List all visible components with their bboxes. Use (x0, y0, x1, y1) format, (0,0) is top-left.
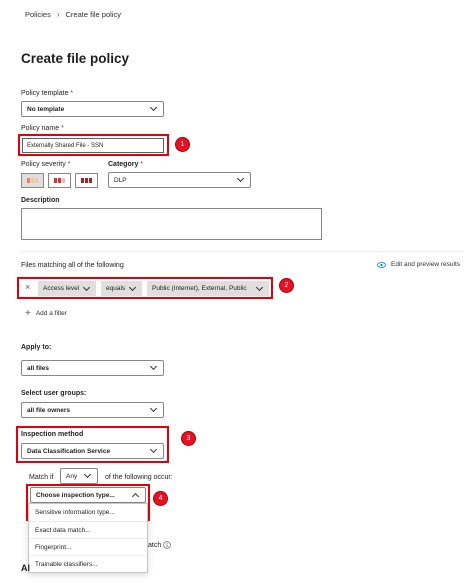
inspection-method-dropdown[interactable] (21, 443, 164, 459)
category-label: Category * (108, 161, 144, 168)
severity-bar-icon (27, 178, 30, 183)
severity-high-button[interactable] (75, 173, 98, 188)
policy-name-label: Policy name * (21, 125, 64, 132)
category-value: DLP (114, 176, 127, 184)
policy-template-value: No template (27, 105, 65, 113)
inspection-type-menu (28, 503, 148, 573)
severity-low-button[interactable] (21, 173, 44, 188)
chevron-down-icon (150, 363, 157, 370)
severity-bar-icon (54, 178, 57, 183)
chevron-down-icon (129, 283, 136, 290)
user-groups-value: all file owners (27, 406, 70, 414)
menu-item-sensitive-info-type[interactable]: Sensitive information type... (35, 509, 115, 516)
following-occur-label: of the following occur: (105, 474, 173, 481)
severity-bar-icon (62, 178, 65, 183)
severity-bar-icon (35, 178, 38, 183)
description-textarea[interactable] (21, 208, 322, 240)
filter-value-text: Public (Internet), External, Public (152, 285, 247, 292)
severity-bar-icon (85, 178, 88, 183)
section-divider (21, 251, 464, 252)
eye-icon (377, 262, 386, 268)
plus-icon: + (25, 308, 31, 319)
match-any-value: Any (66, 472, 78, 480)
category-dropdown[interactable] (108, 172, 251, 188)
add-filter-button[interactable] (25, 308, 67, 319)
policy-name-input[interactable] (22, 138, 164, 153)
hidden-match-text: atch (148, 541, 171, 549)
match-any-dropdown[interactable] (60, 468, 98, 484)
chevron-down-icon (83, 283, 90, 290)
breadcrumb (25, 10, 121, 19)
user-groups-dropdown[interactable] (21, 402, 164, 418)
filter-value-dropdown[interactable] (147, 281, 269, 296)
policy-name-value: Externally Shared File - SSN (27, 142, 104, 149)
edit-preview-label: Edit and preview results (391, 261, 461, 268)
chevron-down-icon (150, 446, 157, 453)
chevron-down-icon (237, 175, 244, 182)
breadcrumb-current: Create file policy (65, 10, 121, 19)
remove-filter-close-icon[interactable]: × (25, 282, 31, 292)
menu-item-exact-data-match[interactable]: Exact data match... (29, 521, 147, 538)
inspection-type-dropdown[interactable] (30, 487, 146, 503)
severity-bar-icon (81, 178, 84, 183)
apply-to-dropdown[interactable] (21, 360, 164, 376)
annotation-badge-4: 4 (153, 491, 168, 506)
user-groups-label: Select user groups: (21, 390, 87, 397)
filter-field-dropdown[interactable] (38, 281, 96, 296)
policy-template-dropdown[interactable] (21, 101, 164, 117)
bottom-section-heading-fragment: Al (21, 563, 30, 573)
annotation-badge-1: 1 (175, 137, 190, 152)
apply-to-label: Apply to: (21, 344, 52, 351)
filter-operator-dropdown[interactable] (101, 281, 142, 296)
filter-operator-value: equals (106, 285, 126, 292)
add-filter-label: Add a filter (35, 310, 67, 317)
chevron-down-icon (256, 283, 263, 290)
inspection-method-label: Inspection method (21, 431, 84, 438)
filters-title: Files matching all of the following (21, 262, 124, 269)
chevron-down-icon (150, 405, 157, 412)
severity-bar-icon (58, 178, 61, 183)
severity-bar-icon (31, 178, 34, 183)
inspection-type-placeholder: Choose inspection type... (36, 491, 115, 499)
menu-item-fingerprint[interactable]: Fingerprint... (29, 538, 147, 555)
menu-item-trainable-classifiers[interactable]: Trainable classifiers... (29, 555, 147, 572)
apply-to-value: all files (27, 364, 50, 372)
inspection-method-value: Data Classification Service (27, 447, 111, 455)
policy-severity-label: Policy severity * (21, 161, 71, 168)
description-label: Description (21, 197, 60, 204)
chevron-up-icon (132, 492, 139, 499)
match-if-label: Match if (29, 474, 54, 481)
edit-preview-link[interactable] (377, 261, 460, 268)
annotation-badge-2: 2 (279, 278, 294, 293)
policy-template-label: Policy template * (21, 90, 74, 97)
page-title: Create file policy (21, 51, 130, 66)
info-icon[interactable] (163, 541, 171, 549)
policy-severity-group (21, 173, 98, 188)
chevron-down-icon (150, 104, 157, 111)
severity-medium-button[interactable] (48, 173, 71, 188)
chevron-down-icon (84, 471, 91, 478)
filter-field-value: Access level (43, 285, 80, 292)
chevron-right-icon: › (56, 10, 60, 19)
severity-bar-icon (89, 178, 92, 183)
breadcrumb-policies-link[interactable]: Policies (25, 10, 51, 19)
annotation-badge-3: 3 (181, 431, 196, 446)
